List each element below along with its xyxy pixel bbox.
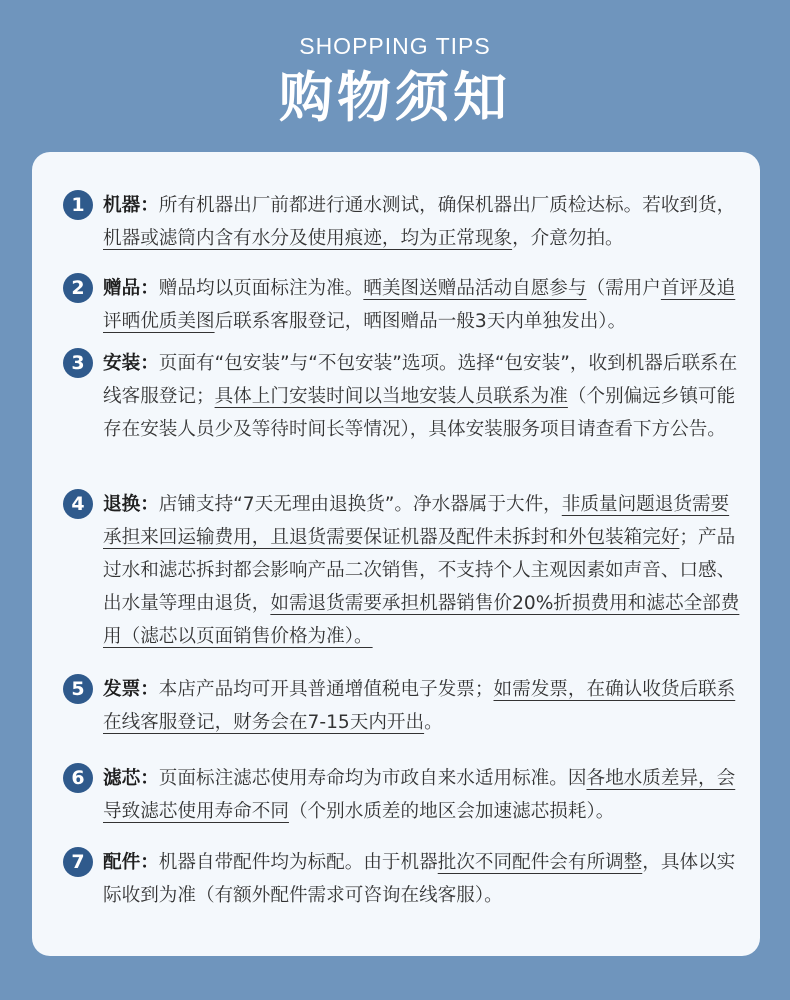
tip-item-machine [63, 189, 743, 255]
tip-segment: 所有机器出厂前都进行通水测试，确保机器出厂质检达标。若收到货， [158, 195, 736, 216]
tip-label: 退换： [103, 494, 159, 515]
number-badge: 1 [63, 190, 93, 220]
tip-item-gift [63, 272, 743, 338]
tip-segment-underlined: 各地水质差异，会导致滤芯使用寿命不同 [103, 768, 736, 822]
tip-segment: 后联系客服登记，晒图赠品一般3天内单独发出）。 [214, 311, 627, 332]
number-badge: 5 [63, 674, 93, 704]
tip-text [103, 272, 743, 338]
tip-text [103, 762, 743, 828]
tip-segment: ，介意勿拍。 [512, 228, 624, 249]
tip-segment-underlined: 如需退货需要承担机器销售价20%折损费用和滤芯全部费用（滤芯以页面销售价格为准）。 [103, 593, 740, 647]
page-subtitle: SHOPPING TIPS [299, 33, 491, 59]
tip-text [103, 189, 743, 255]
tip-text [103, 673, 743, 739]
tip-segment: 。 [424, 712, 443, 733]
tips-card [32, 152, 760, 956]
number-badge: 2 [63, 273, 93, 303]
tip-segment-underlined: 机器或滤筒内含有水分及使用痕迹，均为正常现象 [103, 228, 513, 249]
tip-segment: ；产品过水和滤芯拆封都会影响产品二次销售，不支持个人主观因素如声音、口感、出水量等理由退货， [103, 527, 736, 614]
tip-segment-underlined: 具体上门安装时间以当地安装人员联系为准 [214, 386, 568, 407]
tip-item-filter [63, 762, 743, 828]
tip-item-accessories [63, 846, 743, 912]
tip-label: 机器： [103, 195, 159, 216]
tip-label: 赠品： [103, 278, 159, 299]
tip-segment-underlined: 晒美图送赠品活动自愿参与 [363, 278, 587, 299]
tip-item-installation [63, 347, 743, 446]
tip-segment: 页面标注滤芯使用寿命均为市政自来水适用标准。因 [158, 768, 587, 789]
tip-segment: 本店产品均可开具普通增值税电子发票； [158, 679, 494, 700]
number-badge: 6 [63, 763, 93, 793]
tip-item-invoice [63, 673, 743, 739]
tip-item-return [63, 488, 743, 653]
tip-segment-underlined: 非质量问题退货需要承担来回运输费用，且退货需要保证机器及配件未拆封和外包装箱完好 [103, 494, 730, 548]
page-title: 购物须知 [279, 66, 511, 129]
tip-label: 安装： [103, 353, 159, 374]
tip-segment-underlined: 如需发票，在确认收货后联系在线客服登记，财务会在7-15天内开出 [103, 679, 736, 733]
tip-text [103, 347, 743, 446]
number-badge: 7 [63, 847, 93, 877]
tip-label: 滤芯： [103, 768, 159, 789]
tip-segment: 赠品均以页面标注为准。 [158, 278, 364, 299]
tip-segment: 页面有“包安装”与“不包安装”选项。选择“包安装”，收到机器后联系在线客服登记； [103, 353, 738, 407]
tip-segment: （需用户 [586, 278, 661, 299]
number-badge: 3 [63, 348, 93, 378]
number-badge: 4 [63, 489, 93, 519]
tip-label: 配件： [103, 852, 159, 873]
tip-label: 发票： [103, 679, 159, 700]
tip-segment: ，具体以实际收到为准（有额外配件需求可咨询在线客服）。 [103, 852, 736, 906]
tip-segment: 机器自带配件均为标配。由于机器 [158, 852, 438, 873]
tip-segment: （个别偏远乡镇可能存在安装人员少及等待时间长等情况），具体安装服务项目请查看下方公告。 [103, 386, 736, 440]
tip-text [103, 488, 743, 653]
tip-segment-underlined: 批次不同配件会有所调整 [437, 852, 643, 873]
tip-segment-underlined: 首评及追评晒优质美图 [103, 278, 736, 332]
tip-segment: 店铺支持“7天无理由退换货”。净水器属于大件， [158, 494, 562, 515]
tip-segment: （个别水质差的地区会加速滤芯损耗）。 [288, 801, 615, 822]
tip-text [103, 846, 743, 912]
